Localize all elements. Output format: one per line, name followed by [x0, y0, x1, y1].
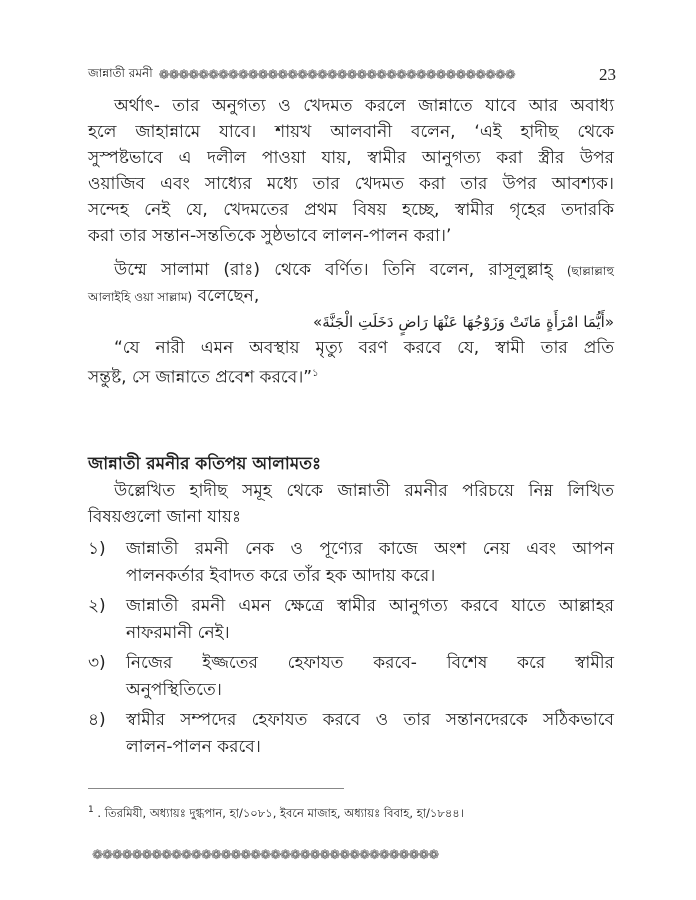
text-line — [88, 258, 614, 283]
text-line: ওয়াজিব এবং সাধ্যের মধ্যে তার খেদমত করা তার উপর আবশ্যক। — [88, 174, 614, 194]
running-header — [88, 64, 616, 86]
text-span: উম্মে সালামা (রাঃ) থেকে বর্ণিত। তিনি বলেন, রাসূলুল্লাহ্ — [114, 260, 553, 280]
page-number: 23 — [599, 65, 616, 84]
text-line: উল্লেখিত হাদীছ সমূহ থেকে জান্নাতী রমনীর পরিচয়ে নিম্ন লিখিত — [114, 481, 614, 501]
list-item-line: নাফরমানী নেই। — [126, 623, 230, 643]
header-title: জান্নাতী রমনী — [88, 66, 153, 80]
text-line: সন্দেহ নেই যে, খেদমতের প্রথম বিষয় হচ্ছে, স্বামীর গৃহের তদারকি — [88, 200, 614, 220]
footnote — [88, 800, 464, 823]
list-item-line: স্বামীর সম্পদের হেফাযত করবে ও তার সন্তানদেরকে সঠিকভাবে — [126, 710, 614, 730]
footnote-marker: 1 — [88, 805, 94, 815]
text-line — [88, 362, 614, 390]
list-item-line: জান্নাতী রমনী নেক ও পূণ্যের কাজে অংশ নেয় এবং আপন — [126, 539, 614, 559]
footer-ornament: ❁❁❁❁❁❁❁❁❁❁❁❁❁❁❁❁❁❁❁❁❁❁❁❁❁❁❁❁❁❁❁❁❁❁❁ — [92, 848, 439, 863]
text-line: করা তার সন্তান-সন্ততিকে সুষ্ঠভাবে লালন-পালন করা।’ — [88, 226, 452, 246]
text-line: হলে জাহান্নামে যাবে। শায়খ আলবানী বলেন, ‘এই হাদীছ থেকে — [88, 122, 614, 142]
arabic-hadith: «أَيُّمَا امْرَأَةٍ مَاتَتْ وَزَوْجُهَا عَنْهَا رَاضٍ دَخَلَتِ الْجَنَّةَ» — [313, 313, 614, 331]
text-line: অর্থাৎ- তার অনুগত্য ও খেদমত করলে জান্নাতে যাবে আর অবাধ্য — [114, 96, 614, 116]
footnote-divider — [88, 788, 344, 789]
text-line: “যে নারী এমন অবস্থায় মৃত্যু বরণ করবে যে, স্বামী তার প্রতি — [114, 338, 614, 358]
list-item-line: নিজের ইজ্জতের হেফাযত করবে- বিশেষ করে স্বামীর — [126, 653, 614, 673]
list-number: ১) — [88, 539, 106, 559]
text-line: বিষয়গুলো জানা যায়ঃ — [88, 507, 242, 527]
list-number: ২) — [88, 596, 106, 616]
list-item-line: লালন-পালন করবে। — [126, 737, 261, 757]
footnote-ref[interactable]: ১ — [312, 368, 319, 379]
text-line: সুস্পষ্টভাবে এ দলীল পাওয়া যায়, স্বামীর আনুগত্য করা স্ত্রীর উপর — [88, 148, 614, 168]
list-item-line: পালনকর্তার ইবাদত করে তাঁর হক আদায় করে। — [126, 566, 436, 586]
salutation: আলাইহি ওয়া সাল্লাম) — [88, 290, 193, 304]
section-heading: জান্নাতী রমনীর কতিপয় আলামতঃ — [88, 454, 322, 474]
footnote-text: . তিরমিযী, অধ্যায়ঃ দুগ্ধপান, হা/১০৮১, ইবনে মাজাহ, অধ্যায়ঃ বিবাহ, হা/১৮৪৪। — [97, 805, 464, 820]
list-number: ৩) — [88, 653, 106, 673]
list-number: ৪) — [88, 710, 106, 730]
header-ornament: ❁❁❁❁❁❁❁❁❁❁❁❁❁❁❁❁❁❁❁❁❁❁❁❁❁❁❁❁❁❁❁❁❁❁❁❁ — [158, 67, 515, 83]
text-span: বলেছেন, — [192, 286, 260, 306]
salutation: (ছাল্লাল্লাহু — [566, 264, 614, 278]
text-line — [88, 284, 614, 309]
list-item-line: জান্নাতী রমনী এমন ক্ষেত্রে স্বামীর আনুগত্য করবে যাতে আল্লাহর — [126, 596, 614, 616]
text-span: সন্তুষ্ট, সে জান্নাতে প্রবেশ করবে।” — [88, 367, 313, 388]
list-item-line: অনুপস্থিতিতে। — [126, 680, 222, 700]
